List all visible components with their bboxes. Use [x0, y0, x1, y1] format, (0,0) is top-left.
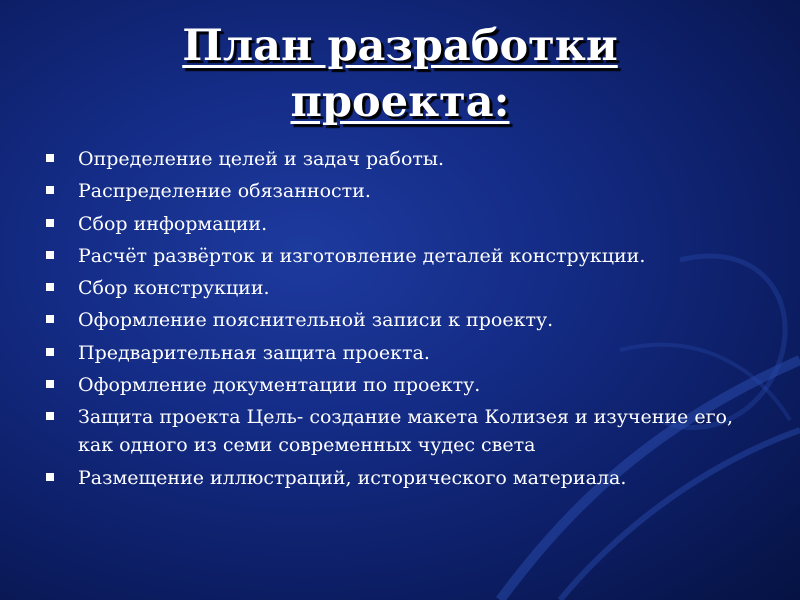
bullet-text: Определение целей и задач работы.: [78, 148, 445, 170]
slide-title-line: проекта:: [290, 77, 510, 127]
bullet-item: [46, 177, 736, 205]
bullet-text: Сбор информации.: [78, 212, 268, 235]
square-bullet-icon: [46, 251, 54, 259]
bullet-item: [46, 371, 736, 399]
square-bullet-icon: [46, 473, 54, 481]
bullet-item: [46, 210, 736, 238]
bullet-text: Предварительная защита проекта.: [78, 341, 430, 364]
square-bullet-icon: [46, 315, 54, 323]
slide-title-line: План разработки: [182, 21, 618, 71]
bullet-text: Распределение обязанности.: [78, 180, 371, 203]
bullet-item: [46, 339, 736, 367]
bullet-text: Защита проекта Цель- создание макета Колизея и изучение его, как одного из семи современных чудес света: [78, 406, 734, 457]
bullet-text: Оформление документации по проекту.: [78, 374, 481, 397]
bullet-text: Размещение иллюстраций, исторического материала.: [78, 466, 627, 489]
bullet-list: [46, 145, 736, 496]
square-bullet-icon: [46, 283, 54, 291]
square-bullet-icon: [46, 412, 54, 420]
bullet-item: [46, 403, 736, 459]
bullet-text: Сбор конструкции.: [78, 277, 270, 300]
square-bullet-icon: [46, 348, 54, 356]
bullet-item: [46, 145, 736, 173]
square-bullet-icon: [46, 154, 54, 162]
square-bullet-icon: [46, 219, 54, 227]
slide-title: [0, 18, 800, 130]
bullet-text: Оформление пояснительной записи к проекту.: [78, 309, 554, 332]
bullet-item: [46, 242, 736, 270]
bullet-item: [46, 464, 736, 492]
square-bullet-icon: [46, 380, 54, 388]
square-bullet-icon: [46, 186, 54, 194]
bullet-text: Расчёт развёрток и изготовление деталей конструкции.: [78, 244, 646, 267]
bullet-item: [46, 306, 736, 334]
bullet-item: [46, 274, 736, 302]
